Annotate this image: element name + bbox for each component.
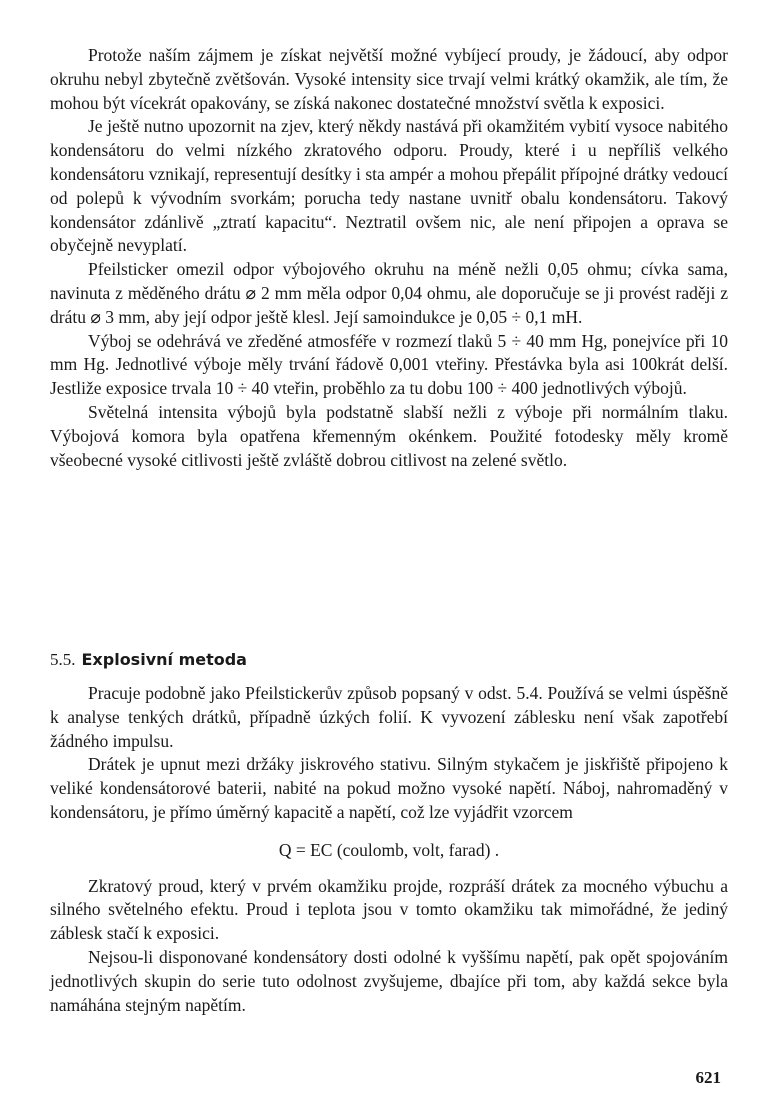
- paragraph: Zkratový proud, který v prvém okamžiku projde, rozpráší drátek za mocného výbuchu a silného světelného efektu. Proud i teplota jsou v tomto okamžiku tak mimořádné, že jediný záblesk stačí k exposici.: [50, 875, 728, 944]
- top-text-block: [50, 44, 728, 472]
- section-title: Explosivní metoda: [81, 650, 247, 669]
- section-number: 5.5.: [50, 650, 76, 669]
- section-heading: [50, 648, 247, 672]
- page-number: 621: [695, 1068, 721, 1087]
- paragraph: Výboj se odehrává ve zředěné atmosféře v rozmezí tlaků 5 ÷ 40 mm Hg, ponejvíce při 10 mm Hg. Jednotlivé výboje měly trvání řádově 0,001 vteřiny. Přestávka byla asi 100krát delší. Jestliže exposice trvala 10 ÷ 40 vteřin, proběhlo za tu dobu 100 ÷ 400 jednotlivých výbojů.: [50, 330, 728, 399]
- paragraph: Pfeilsticker omezil odpor výbojového okruhu na méně nežli 0,05 ohmu; cívka sama, navinuta z měděného drátu ⌀ 2 mm měla odpor 0,04 ohmu, ale doporučuje se ji provést raději z drátu ⌀ 3 mm, aby její odpor ještě klesl. Její samoindukce je 0,05 ÷ 0,1 mH.: [50, 259, 728, 327]
- paragraph: Pracuje podobně jako Pfeilstickerův způsob popsaný v odst. 5.4. Používá se velmi úspěšně k analyse tenkých drátků, případně úzkých folií. K vyvození záblesku není však zapotřebí žádného impulsu.: [50, 683, 728, 751]
- paragraph: Drátek je upnut mezi držáky jiskrového stativu. Silným stykačem je jiskřiště připojeno k veliké kondensátorové baterii, nabité na pokud možno vysoké napětí. Náboj, nahromaděný v kondensátoru, je přímo úměrný kapacitě a napětí, což lze vyjádřit vzorcem: [50, 754, 728, 822]
- bottom-text-block: [50, 682, 728, 1017]
- formula: Q = EC (coulomb, volt, farad) .: [278, 839, 500, 860]
- paragraph: Protože naším zájmem je získat největší možné vybíjecí proudy, je žádoucí, aby odpor okruhu nebyl zbytečně zvětšován. Vysoké intensity sice trvají velmi krátký okamžik, ale tím, že mohou být vícekrát opakovány, se získá nakonec dostatečné množství světla k exposici.: [50, 45, 728, 113]
- paragraph: Je ještě nutno upozornit na zjev, který někdy nastává při okamžitém vybití vysoce nabitého kondensátoru do velmi nízkého zkratového odporu. Proudy, které i u nepříliš velkého kondensátoru vznikají, representují desítky i sta ampér a mohou přepálit přípojné drátky vedoucí od polepů k vývodním svorkám; porucha tedy nastane uvnitř obalu kondensátoru. Takový kondensátor zdánlivě „ztratí kapacitu“. Neztratil ovšem nic, ale není připojen a oprava se obyčejně nevyplatí.: [50, 116, 728, 256]
- paragraph: Nejsou-li disponované kondensátory dosti odolné k vyššímu napětí, pak opět spojováním jednotlivých skupin do serie tuto odolnost zvyšujeme, dbajíce při tom, aby každá sekce byla namáhána stejným napětím.: [50, 946, 728, 1015]
- paragraph: Světelná intensita výbojů byla podstatně slabší nežli z výboje při normálním tlaku. Výbojová komora byla opatřena křemenným okénkem. Použité fotodesky měly kromě všeobecné vysoké citlivosti ještě zvláště dobrou citlivost na zelené světlo.: [50, 401, 728, 470]
